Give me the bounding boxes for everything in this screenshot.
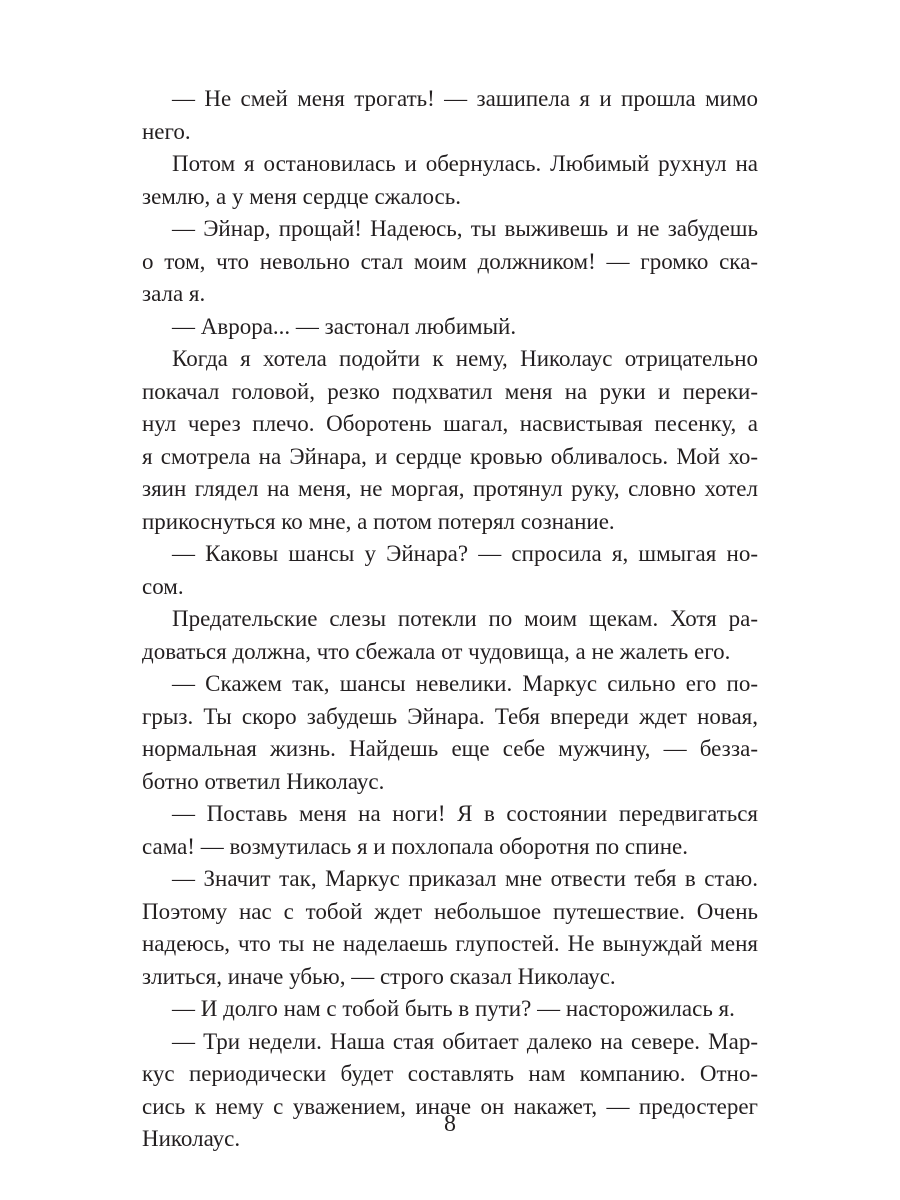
text-line: — Поставь меня на ноги! Я в состоянии передвигаться: [172, 801, 758, 826]
text-line: сом.: [142, 573, 184, 599]
text-line: Предательские слезы потекли по моим щекам. Хотя ра-: [172, 606, 758, 631]
text-line: — Каковы шансы у Эйнара? — спросила я, шмыгая но-: [172, 541, 758, 566]
text-line: — Скажем так, шансы невелики. Маркус сильно его по-: [172, 671, 758, 696]
text-line: надеюсь, что ты не наделаешь глупостей. Не вынуждай меня: [142, 931, 758, 956]
text-line: зала я.: [142, 281, 206, 306]
text-line: — Три недели. Наша стая обитает далеко на севере. Мар-: [172, 1028, 758, 1054]
text-line: Потом я остановилась и обернулась. Любимый рухнул на: [172, 151, 758, 176]
text-line: нул через плечо. Оборотень шагал, насвистывая песенку, а: [142, 411, 758, 436]
paragraph: [142, 343, 758, 538]
paragraph: [142, 863, 758, 993]
text-line: кус периодически будет составлять нам компанию. Отно-: [142, 1061, 758, 1086]
text-line: — Аврора... — застонал любимый.: [172, 313, 517, 339]
text-line: Когда я хотела подойти к нему, Николаус отрицательно: [172, 346, 758, 371]
text-line: Поэтому нас с тобой ждет небольшое путешествие. Очень: [142, 898, 758, 924]
paragraph: [142, 148, 758, 213]
text-line: грыз. Ты скоро забудешь Эйнара. Тебя впереди ждет новая,: [142, 703, 758, 729]
paragraph: [142, 538, 758, 603]
text-line: Николаус.: [142, 1126, 241, 1151]
text-line: землю, а у меня сердце сжалось.: [142, 183, 461, 209]
text-line: — И долго нам с тобой быть в пути? — насторожилась я.: [172, 996, 735, 1021]
text-line: сись к нему с уважением, иначе он накажет, — предостерег: [142, 1093, 758, 1119]
text-line: доваться должна, что сбежала от чудовища, а не жалеть его.: [142, 638, 731, 664]
text-line: — Не смей меня трогать! — зашипела я и прошла мимо: [172, 86, 758, 111]
paragraph: [142, 83, 758, 148]
paragraph: [142, 798, 758, 863]
text-line: сама! — возмутилась я и похлопала оборотня по спине.: [142, 833, 688, 859]
page-number: 8: [444, 1111, 456, 1137]
text-line: прикоснуться ко мне, а потом потерял сознание.: [142, 508, 615, 534]
text-line: — Значит так, Маркус приказал мне отвести тебя в стаю.: [172, 866, 758, 891]
paragraph: [142, 311, 758, 344]
text-line: о том, что невольно стал моим должником! — громко ска-: [142, 248, 758, 274]
text-line: нормальная жизнь. Найдешь еще себе мужчину, — безза-: [142, 736, 758, 761]
paragraph: [142, 668, 758, 798]
paragraph: [142, 603, 758, 668]
paragraph: [142, 993, 758, 1026]
text-line: покачал головой, резко подхватил меня на руки и переки-: [142, 378, 758, 404]
text-line: ботно ответил Николаус.: [142, 768, 385, 794]
text-line: зяин глядел на меня, не моргая, протянул руку, словно хотел: [142, 476, 758, 501]
body-text: [142, 83, 758, 1156]
text-line: него.: [142, 118, 191, 144]
text-line: я смотрела на Эйнара, и сердце кровью обливалось. Мой хо-: [142, 443, 758, 469]
text-line: злиться, иначе убью, — строго сказал Николаус.: [142, 963, 616, 989]
text-line: — Эйнар, прощай! Надеюсь, ты выживешь и не забудешь: [172, 216, 758, 241]
paragraph: [142, 213, 758, 311]
